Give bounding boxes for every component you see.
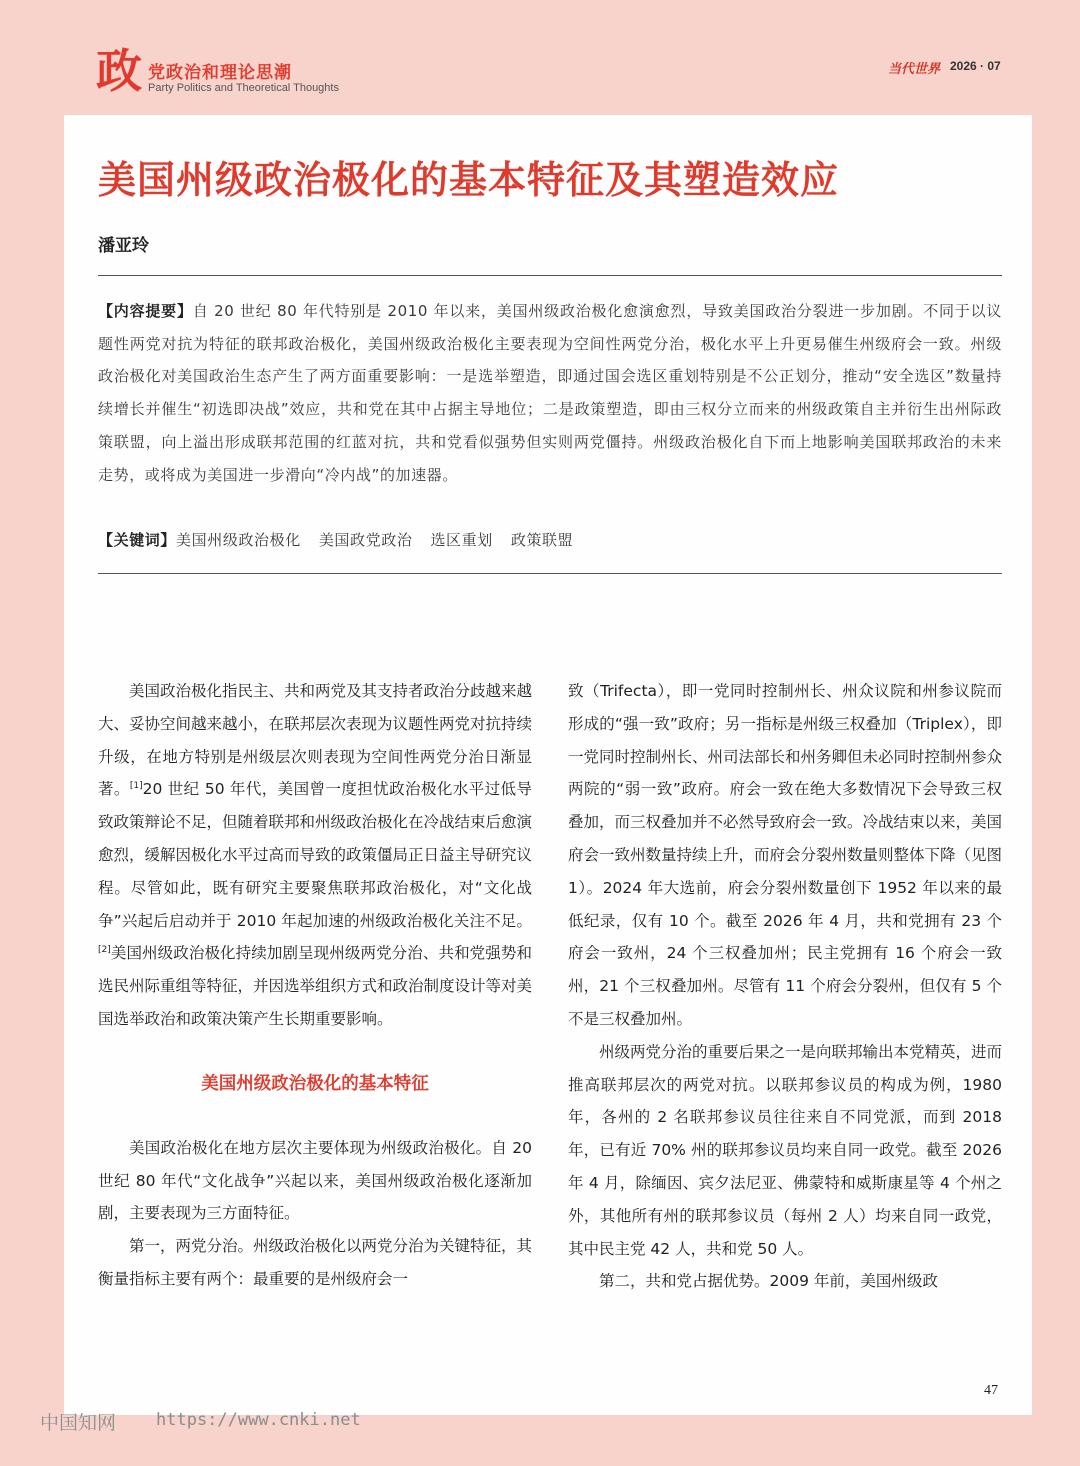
- body-paragraph: 州级两党分治的重要后果之一是向联邦输出本党精英，进而推高联邦层次的两党对抗。以联邦参议员的构成为例，1980 年，各州的 2 名联邦参议员往往来自不同党派，而到 2018 年，已有近 70% 州的联邦参议员均来自同一政党。截至 2026 年 4 月，除缅因、宾夕法尼亚、佛蒙特和威斯康星等 4 个州之外，其他所有州的联邦参议员（每州 2 人）均来自同一政党，其中民主党 42 人，共和党 50 人。: [568, 1042, 1003, 1258]
- section-heading: 美国州级政治极化的基本特征: [201, 1073, 429, 1094]
- body-column-right: [568, 675, 1002, 1298]
- body-paragraph: 第二，共和党占据优势。2009 年前，美国州级政: [599, 1272, 938, 1291]
- watermark-url[interactable]: https://www.cnki.net: [156, 1410, 361, 1430]
- divider-bottom: [98, 573, 1002, 574]
- magazine-name: 当代世界: [888, 62, 941, 77]
- page-header: [0, 0, 1080, 115]
- abstract-text: 自 20 世纪 80 年代特别是 2010 年以来，美国州级政治极化愈演愈烈，导致美国政治分裂进一步加剧。不同于以议题性两党对抗为特征的联邦政治极化，美国州级政治极化主要表现为空间性两党分治，极化水平上升更易催生州级府会一致。州级政治极化对美国政治生态产生了两方面重要影响：一是选举塑造，即通过国会选区重划特别是不公正划分，推动“安全选区”数量持续增长并催生“初选即决战”效应，共和党在其中占据主导地位；二是政策塑造，即由三权分立而来的州级政策自主并衍生出州际政策联盟，向上溢出形成联邦范围的红蓝对抗，共和党看似强势但实则两党僵持。州级政治极化自下而上地影响美国联邦政治的未来走势，或将成为美国进一步滑向“冷内战”的加速器。: [98, 302, 1002, 484]
- body-column-left: [98, 675, 532, 1296]
- page-number: 47: [984, 1383, 998, 1398]
- abstract: [98, 295, 1002, 491]
- article-page: [64, 115, 1032, 1415]
- body-paragraph: 美国政治极化在地方层次主要体现为州级政治极化。自 20 世纪 80 年代“文化战争”兴起以来，美国州级政治极化逐渐加剧，主要表现为三方面特征。: [98, 1138, 532, 1223]
- keyword: 美国州级政治极化: [176, 531, 301, 549]
- keyword: 政策联盟: [510, 531, 574, 549]
- divider-top: [98, 275, 1002, 276]
- reference-marker[interactable]: [1]: [129, 781, 143, 792]
- article-author: 潘亚玲: [98, 236, 149, 256]
- column-logo: 政: [96, 44, 142, 98]
- keywords-label: 【关键词】: [98, 531, 177, 549]
- paragraph-text: 美国州级政治极化持续加剧呈现州级两党分治、共和党强势和选民州际重组等特征，并因选举组织方式和政治制度设计等对美国选举政治和政策决策产生长期重要影响。: [98, 944, 533, 1028]
- column-subtitle: Party Politics and Theoretical Thoughts: [148, 82, 339, 94]
- column-title: 党政治和理论思潮: [148, 63, 292, 83]
- article-title: 美国州级政治极化的基本特征及其塑造效应: [98, 157, 840, 202]
- paragraph-text: 美国政治极化指民主、共和两党及其支持者政治分歧越来越大、妥协空间越来越小，在联邦层次表现为议题性两党对抗持续升级，在地方特别是州级层次则表现为空间性两党分治日渐显著。: [98, 682, 533, 799]
- paragraph-text: 20 世纪 50 年代，美国曾一度担忧政治极化水平过低导致政策辩论不足，但随着联邦和州级政治极化在冷战结束后愈演愈烈，缓解因极化水平过高而导致的政策僵局正日益主导研究议程。尽管如此，既有研究主要聚焦联邦政治极化，对“文化战争”兴起后启动并于 2010 年起加速的州级政治极化关注不足。: [98, 780, 533, 930]
- body-paragraph: 第一，两党分治。州级政治极化以两党分治为关键特征，其衡量指标主要有两个：最重要的是州级府会一: [98, 1237, 533, 1288]
- body-paragraph: 致（Trifecta），即一党同时控制州长、州众议院和州参议院而形成的“强一致”政府；另一指标是州级三权叠加（Triplex），即一党同时控制州长、州司法部长和州务卿但未必同时控制州参众两院的“弱一致”政府。府会一致在绝大多数情况下会导致三权叠加，而三权叠加并不必然导致府会一致。冷战结束以来，美国府会一致州数量持续上升，而府会分裂州数量则整体下降（见图 1）。2024 年大选前，府会分裂州数量创下 1952 年以来的最低纪录，仅有 10 个。截至 2026 年 4 月，共和党拥有 23 个府会一致州，24 个三权叠加州；民主党拥有 16 个府会一致州，21 个三权叠加州。尽管有 11 个府会分裂州，但仅有 5 个不是三权叠加州。: [568, 682, 1003, 1028]
- watermark-site-name: 中国知网: [40, 1412, 117, 1434]
- keyword: 选区重划: [430, 531, 493, 549]
- abstract-label: 【内容提要】: [98, 302, 193, 320]
- reference-marker[interactable]: [2]: [98, 945, 111, 956]
- keywords: [98, 524, 1002, 556]
- issue-number: 2026 · 07: [950, 59, 1001, 73]
- keyword: 美国政党政治: [318, 531, 413, 549]
- body-paragraph: [98, 675, 532, 1036]
